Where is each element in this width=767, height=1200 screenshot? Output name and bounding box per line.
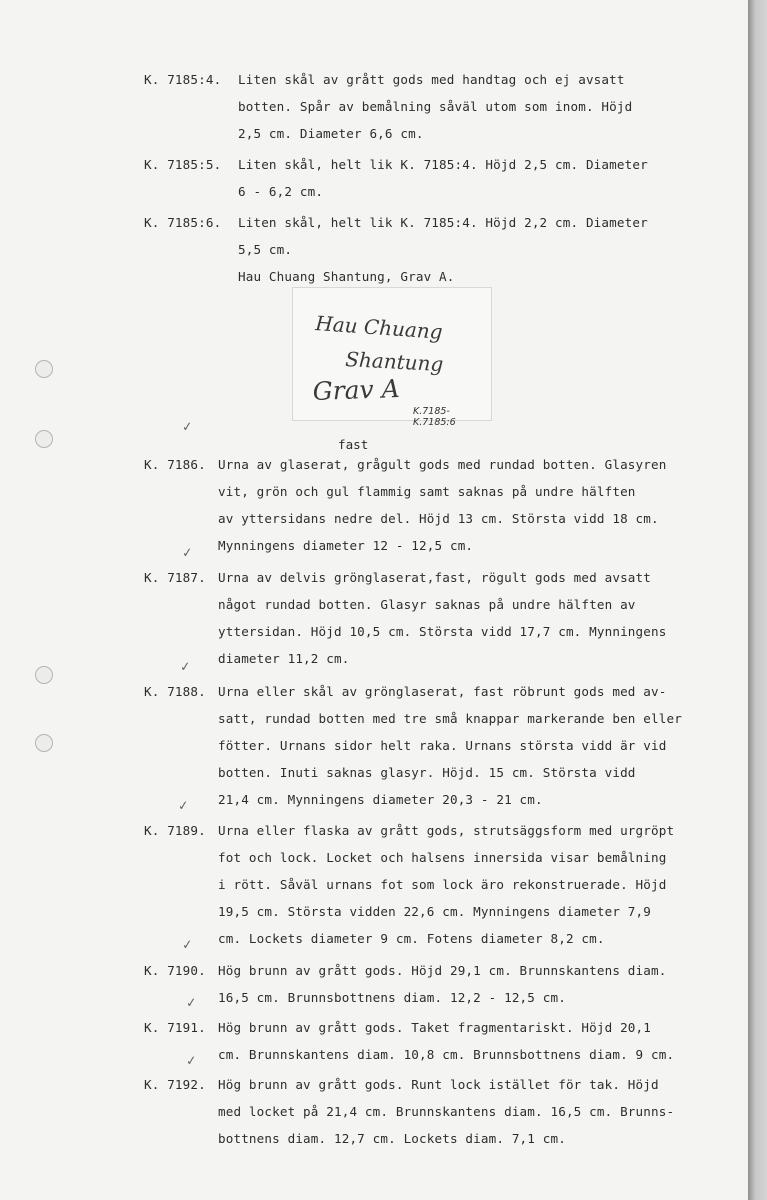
- catalog-entry-7188: [144, 678, 744, 813]
- binder-hole: [35, 360, 53, 378]
- check-mark-icon: ✓: [181, 937, 194, 954]
- entry-text: Urna eller skål av grönglaserat, fast röbrunt gods med av-: [218, 684, 667, 699]
- catalog-entry-7192: [144, 1071, 744, 1152]
- entry-text: fot och lock. Locket och halsens innersida visar bemålning: [218, 850, 667, 865]
- catalog-entry-7190: [144, 957, 744, 1011]
- entry-text: diameter 11,2 cm.: [218, 651, 350, 666]
- check-mark-icon: ✓: [181, 419, 194, 436]
- entry-text: bottnens diam. 12,7 cm. Lockets diam. 7,1 cm.: [218, 1131, 566, 1146]
- catalog-entry-7185-5: [144, 151, 744, 205]
- check-mark-icon: ✓: [177, 798, 190, 815]
- entry-number: K. 7189.: [144, 823, 206, 838]
- entry-text: satt, rundad botten med tre små knappar markerande ben eller: [218, 711, 682, 726]
- catalog-entry-7186: [144, 451, 744, 562]
- label-catalog-code: K.7185-K.7185:6: [413, 406, 456, 428]
- entry-number: K. 7188.: [144, 684, 206, 699]
- entry-text: Urna eller flaska av grått gods, strutsäggsform med urgröpt: [218, 823, 675, 838]
- entry-text: botten. Inuti saknas glasyr. Höjd. 15 cm. Största vidd: [218, 765, 636, 780]
- entry-text: Liten skål av grått gods med handtag och ej avsatt: [238, 72, 625, 87]
- entry-number: K. 7187.: [144, 570, 206, 585]
- entry-number: K. 7190.: [144, 963, 206, 978]
- entry-text: Hög brunn av grått gods. Taket fragmentariskt. Höjd 20,1: [218, 1020, 651, 1035]
- entry-number: K. 7192.: [144, 1077, 206, 1092]
- pasted-label-card: [292, 287, 492, 428]
- entry-text: Urna av glaserat, grågult gods med rundad botten. Glasyren: [218, 457, 667, 472]
- check-mark-icon: ✓: [179, 659, 192, 676]
- entry-number: K. 7191.: [144, 1020, 206, 1035]
- entry-text: yttersidan. Höjd 10,5 cm. Största vidd 17,7 cm. Mynningens: [218, 624, 667, 639]
- entry-text: vit, grön och gul flammig samt saknas på undre hälften: [218, 484, 636, 499]
- catalog-entry-7191: [144, 1014, 744, 1068]
- check-mark-icon: ✓: [185, 1053, 198, 1070]
- entry-text: Liten skål, helt lik K. 7185:4. Höjd 2,2 cm. Diameter: [238, 215, 648, 230]
- binder-hole: [35, 666, 53, 684]
- entry-text: Hau Chuang Shantung, Grav A.: [238, 269, 455, 284]
- entry-text: 6 - 6,2 cm.: [238, 184, 324, 199]
- handwriting-line: Grav A: [312, 373, 401, 406]
- check-mark-icon: ✓: [181, 545, 194, 562]
- handwritten-insertion: fast: [338, 437, 369, 452]
- catalog-entry-7187: [144, 564, 744, 672]
- entry-text: Hög brunn av grått gods. Runt lock istället för tak. Höjd: [218, 1077, 659, 1092]
- entry-text: 2,5 cm. Diameter 6,6 cm.: [238, 126, 424, 141]
- entry-text: 5,5 cm.: [238, 242, 293, 257]
- entry-text: 21,4 cm. Mynningens diameter 20,3 - 21 cm.: [218, 792, 543, 807]
- entry-text: 16,5 cm. Brunnsbottnens diam. 12,2 - 12,5 cm.: [218, 990, 566, 1005]
- entry-text: cm. Lockets diameter 9 cm. Fotens diameter 8,2 cm.: [218, 931, 605, 946]
- handwriting-image: [293, 288, 491, 420]
- catalog-entry-7185-4: [144, 66, 744, 147]
- entry-text: Liten skål, helt lik K. 7185:4. Höjd 2,5 cm. Diameter: [238, 157, 648, 172]
- entry-number: K. 7185:5.: [144, 157, 222, 172]
- entry-text: Mynningens diameter 12 - 12,5 cm.: [218, 538, 474, 553]
- entry-number: K. 7186.: [144, 457, 206, 472]
- entry-number: K. 7185:6.: [144, 215, 222, 230]
- entry-text: Hög brunn av grått gods. Höjd 29,1 cm. Brunnskantens diam.: [218, 963, 667, 978]
- entry-text: i rött. Såväl urnans fot som lock äro rekonstruerade. Höjd: [218, 877, 667, 892]
- entry-number: K. 7185:4.: [144, 72, 222, 87]
- entry-text: Urna av delvis grönglaserat,fast, rögult gods med avsatt: [218, 570, 651, 585]
- entry-text: med locket på 21,4 cm. Brunnskantens diam. 16,5 cm. Brunns-: [218, 1104, 675, 1119]
- entry-text: fötter. Urnans sidor helt raka. Urnans största vidd är vid: [218, 738, 667, 753]
- scanner-edge: [748, 0, 767, 1200]
- catalog-entry-7185-6: [144, 209, 744, 290]
- handwriting-line: Hau Chuang: [314, 311, 444, 344]
- entry-text: botten. Spår av bemålning såväl utom som inom. Höjd: [238, 99, 633, 114]
- binder-hole: [35, 734, 53, 752]
- binder-hole: [35, 430, 53, 448]
- entry-text: cm. Brunnskantens diam. 10,8 cm. Brunnsbottnens diam. 9 cm.: [218, 1047, 675, 1062]
- entry-text: 19,5 cm. Största vidden 22,6 cm. Mynningens diameter 7,9: [218, 904, 651, 919]
- catalog-entry-7189: [144, 817, 744, 952]
- handwriting-line: Shantung: [344, 347, 444, 377]
- entry-text: något rundad botten. Glasyr saknas på undre hälften av: [218, 597, 636, 612]
- check-mark-icon: ✓: [185, 995, 198, 1012]
- entry-text: av yttersidans nedre del. Höjd 13 cm. Största vidd 18 cm.: [218, 511, 659, 526]
